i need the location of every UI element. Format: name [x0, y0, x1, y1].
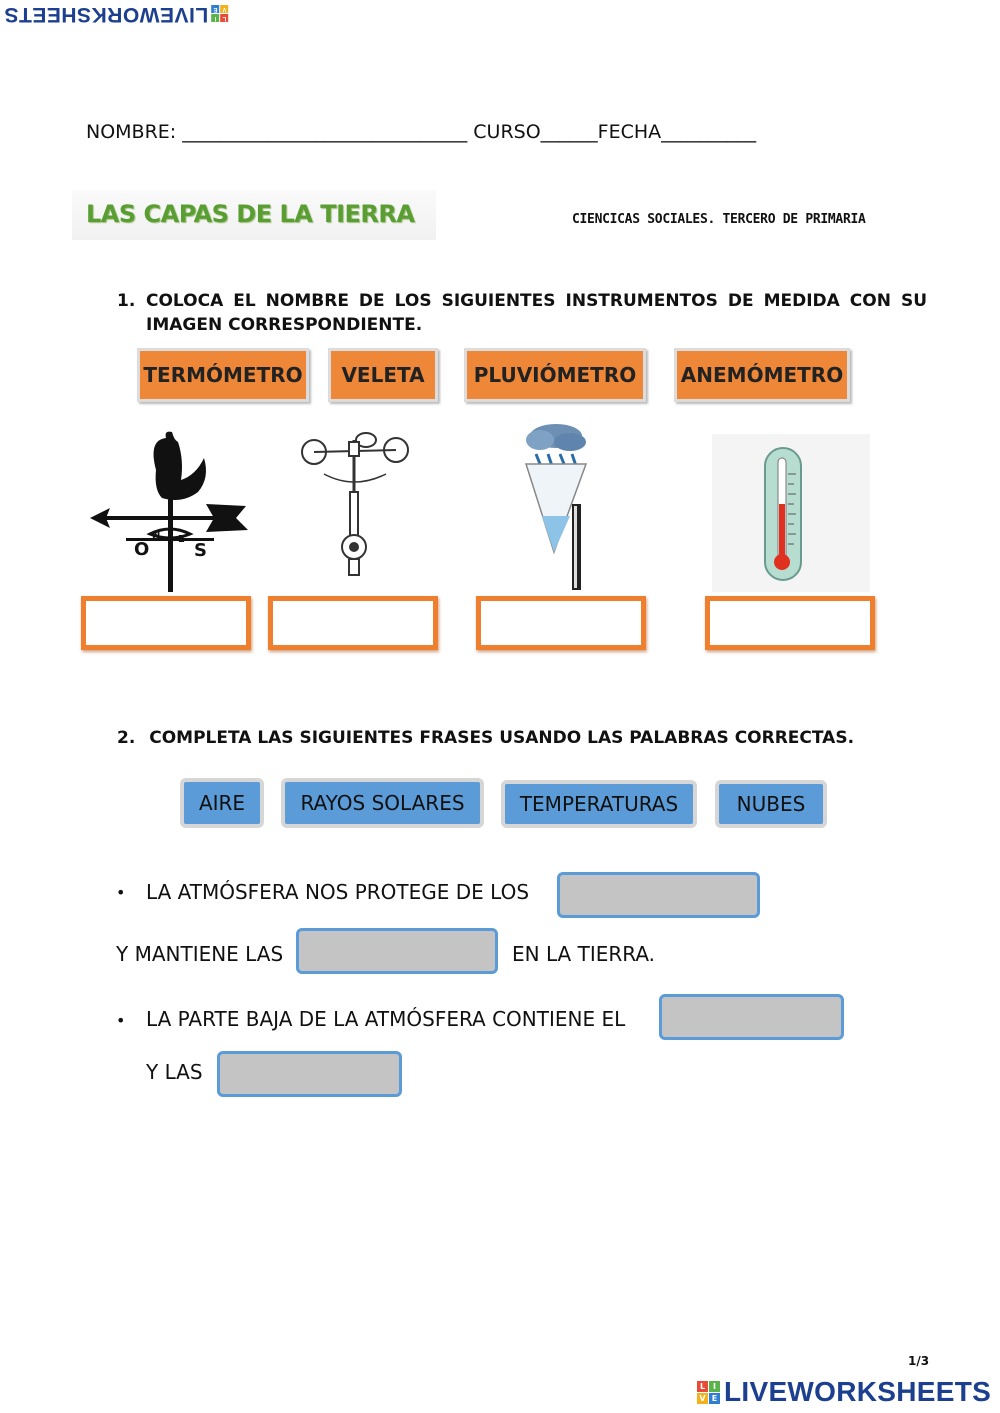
sentence-2-part-b: Y LAS: [146, 1060, 203, 1084]
bullet-2: •: [116, 1011, 126, 1030]
rain-gauge-image: [514, 420, 614, 592]
answer-box-2[interactable]: [268, 596, 438, 650]
svg-text:E: E: [178, 534, 185, 545]
thermometer-image: [712, 434, 870, 592]
subject-label: CIENCICAS SOCIALES. TERCERO DE PRIMARIA: [572, 212, 866, 227]
anemometer-image: [296, 432, 411, 582]
blank-4[interactable]: [217, 1051, 402, 1097]
bullet-1: •: [116, 883, 126, 902]
question-1: [117, 289, 927, 337]
answer-box-1[interactable]: [81, 596, 251, 650]
sentence-1-part-b: Y MANTIENE LAS: [116, 942, 284, 966]
answer-box-4[interactable]: [705, 596, 875, 650]
question-1-number: 1.: [117, 291, 136, 311]
question-2-number: 2.: [117, 728, 136, 748]
weathervane-image: [86, 430, 251, 595]
option-rayos-solares[interactable]: RAYOS SOLARES: [281, 778, 484, 828]
answer-box-3[interactable]: [476, 596, 646, 650]
logo-grid-icon: L I V E: [212, 6, 227, 22]
sentence-2-part-a: LA PARTE BAJA DE LA ATMÓSFERA CONTIENE EL: [146, 1007, 626, 1031]
page-number: 1/3: [908, 1354, 930, 1368]
liveworksheets-logo: [697, 1376, 991, 1408]
option-veleta[interactable]: VELETA: [328, 348, 438, 402]
liveworksheets-logo-flipped: [4, 2, 228, 26]
option-nubes[interactable]: NUBES: [715, 780, 827, 828]
question-2-text: COMPLETA LAS SIGUIENTES FRASES USANDO LAS PALABRAS CORRECTAS.: [149, 728, 855, 748]
question-2: [117, 728, 854, 748]
brand-name: LIVEWORKSHEETS: [724, 1376, 992, 1407]
sentence-1-part-a: LA ATMÓSFERA NOS PROTEGE DE LOS: [146, 880, 530, 904]
logo-grid-icon: L I V E: [697, 1381, 720, 1404]
svg-text:S: S: [194, 540, 207, 561]
option-temperaturas[interactable]: TEMPERATURAS: [501, 780, 697, 828]
option-anemometro[interactable]: ANEMÓMETRO: [674, 348, 850, 402]
svg-text:N: N: [152, 530, 161, 541]
option-termometro[interactable]: TERMÓMETRO: [137, 348, 309, 402]
student-info-line: NOMBRE: ______________________________ CURSO______FECHA__________: [86, 121, 757, 143]
option-aire[interactable]: AIRE: [180, 778, 264, 828]
option-pluviometro[interactable]: PLUVIÓMETRO: [464, 348, 646, 402]
blank-1[interactable]: [557, 872, 760, 918]
brand-name-flipped: LIVEWORKSHEETS: [4, 3, 209, 26]
sentence-1-part-c: EN LA TIERRA.: [512, 942, 656, 966]
svg-text:O: O: [134, 539, 150, 560]
question-1-text: COLOCA EL NOMBRE DE LOS SIGUIENTES INSTRUMENTOS DE MEDIDA CON SU IMAGEN CORRESPONDIENTE.: [146, 291, 927, 335]
blank-2[interactable]: [296, 928, 498, 974]
blank-3[interactable]: [659, 994, 844, 1040]
worksheet-title: LAS CAPAS DE LA TIERRA: [86, 200, 415, 228]
